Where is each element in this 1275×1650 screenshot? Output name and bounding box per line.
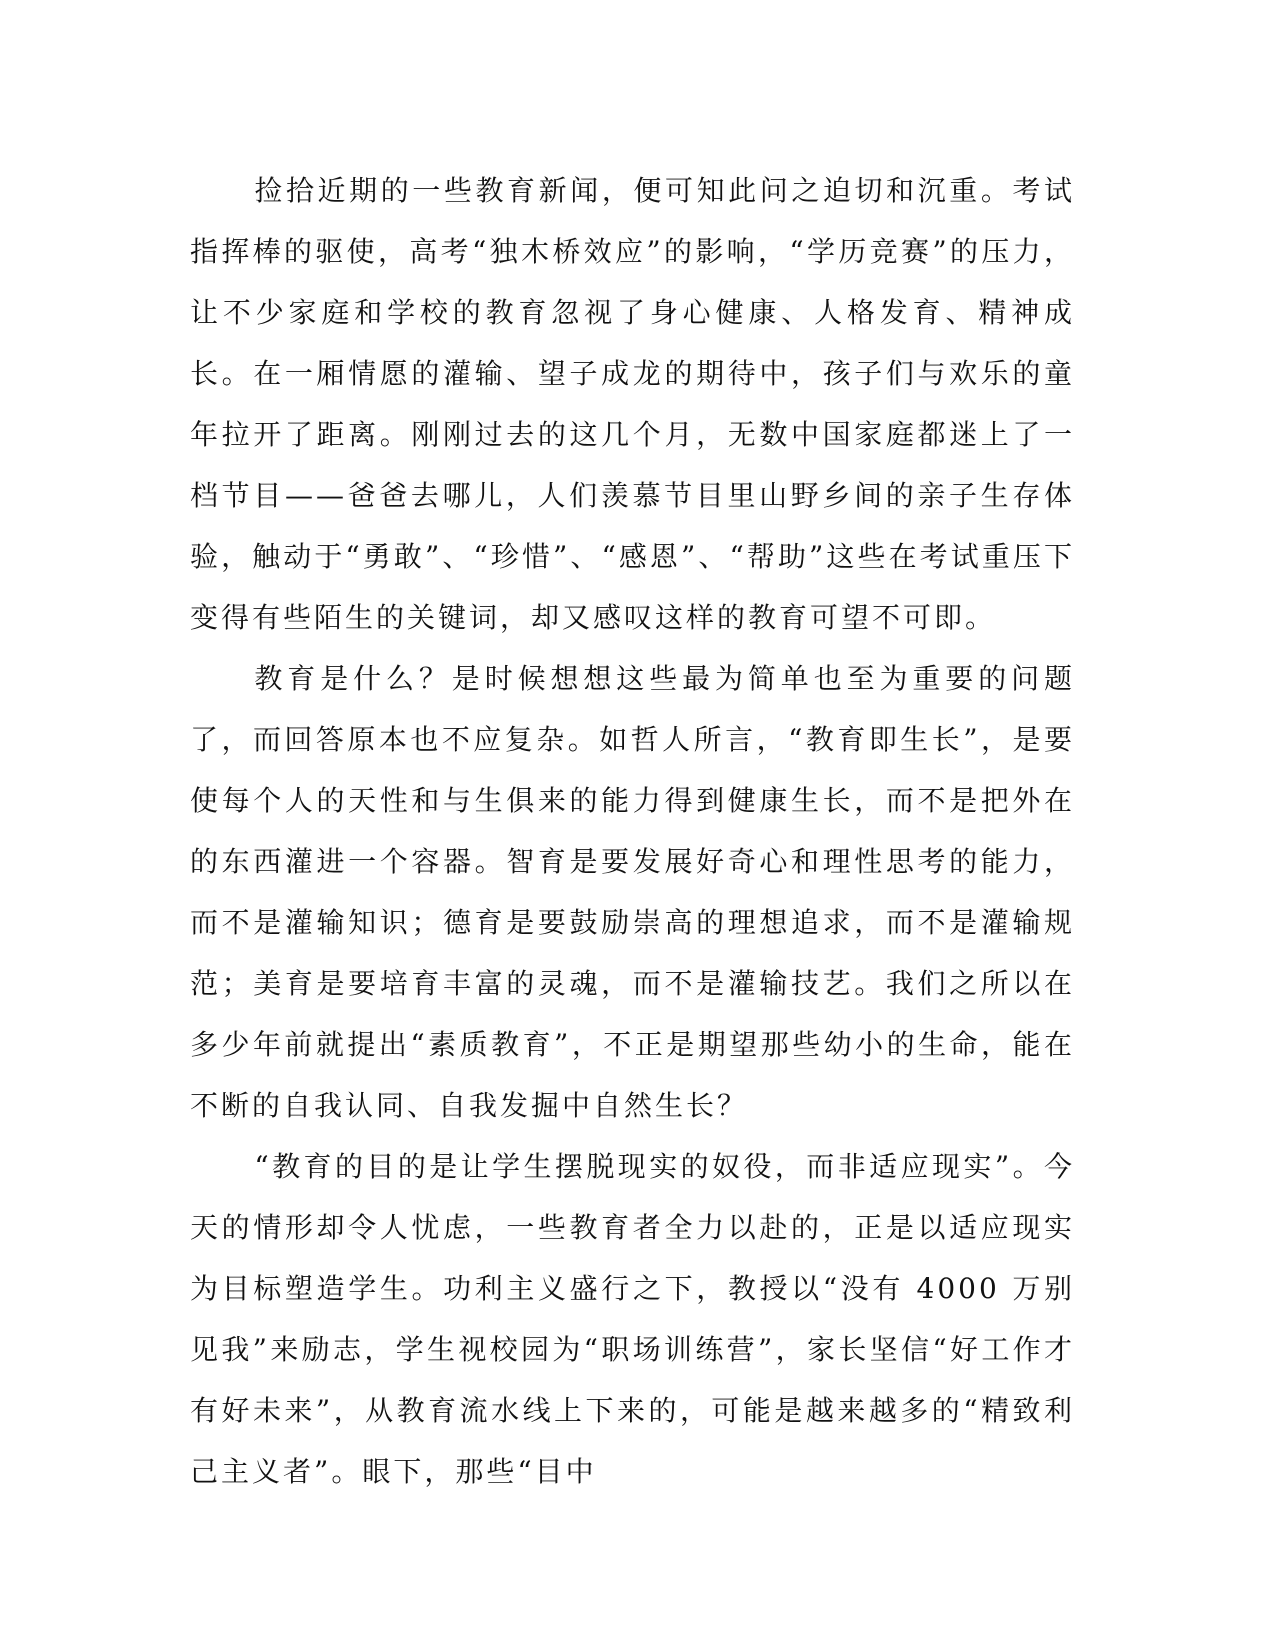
paragraph-1: 捡拾近期的一些教育新闻，便可知此问之迫切和沉重。考试指挥棒的驱使，高考“独木桥效应”的影响，“学历竞赛”的压力，让不少家庭和学校的教育忽视了身心健康、人格发育、精神成长。在一厢情愿的灌输、望子成龙的期待中，孩子们与欢乐的童年拉开了距离。刚刚过去的这几个月，无数中国家庭都迷上了一档节目——爸爸去哪儿，人们羡慕节目里山野乡间的亲子生存体验，触动于“勇敢”、“珍惜”、“感恩”、“帮助”这些在考试重压下变得有些陌生的关键词，却又感叹这样的教育可望不可即。: [190, 174, 1075, 634]
paragraph-3: “教育的目的是让学生摆脱现实的奴役，而非适应现实”。今天的情形却令人忧虑，一些教育者全力以赴的，正是以适应现实为目标塑造学生。功利主义盛行之下，教授以“没有 4000 万别见我”来励志，学生视校园为“职场训练营”，家长坚信“好工作才有好未来”，从教育流水线上下来的，可能是越来越多的“精致利己主义者”。眼下，那些“目中: [190, 1150, 1075, 1488]
paragraph-2: 教育是什么？是时候想想这些最为简单也至为重要的问题了，而回答原本也不应复杂。如哲人所言，“教育即生长”，是要使每个人的天性和与生俱来的能力得到健康生长，而不是把外在的东西灌进一个容器。智育是要发展好奇心和理性思考的能力，而不是灌输知识；德育是要鼓励崇高的理想追求，而不是灌输规范；美育是要培育丰富的灵魂，而不是灌输技艺。我们之所以在多少年前就提出“素质教育”，不正是期望那些幼小的生命，能在不断的自我认同、自我发掘中自然生长？: [190, 662, 1075, 1122]
article-body: [190, 160, 1075, 1502]
